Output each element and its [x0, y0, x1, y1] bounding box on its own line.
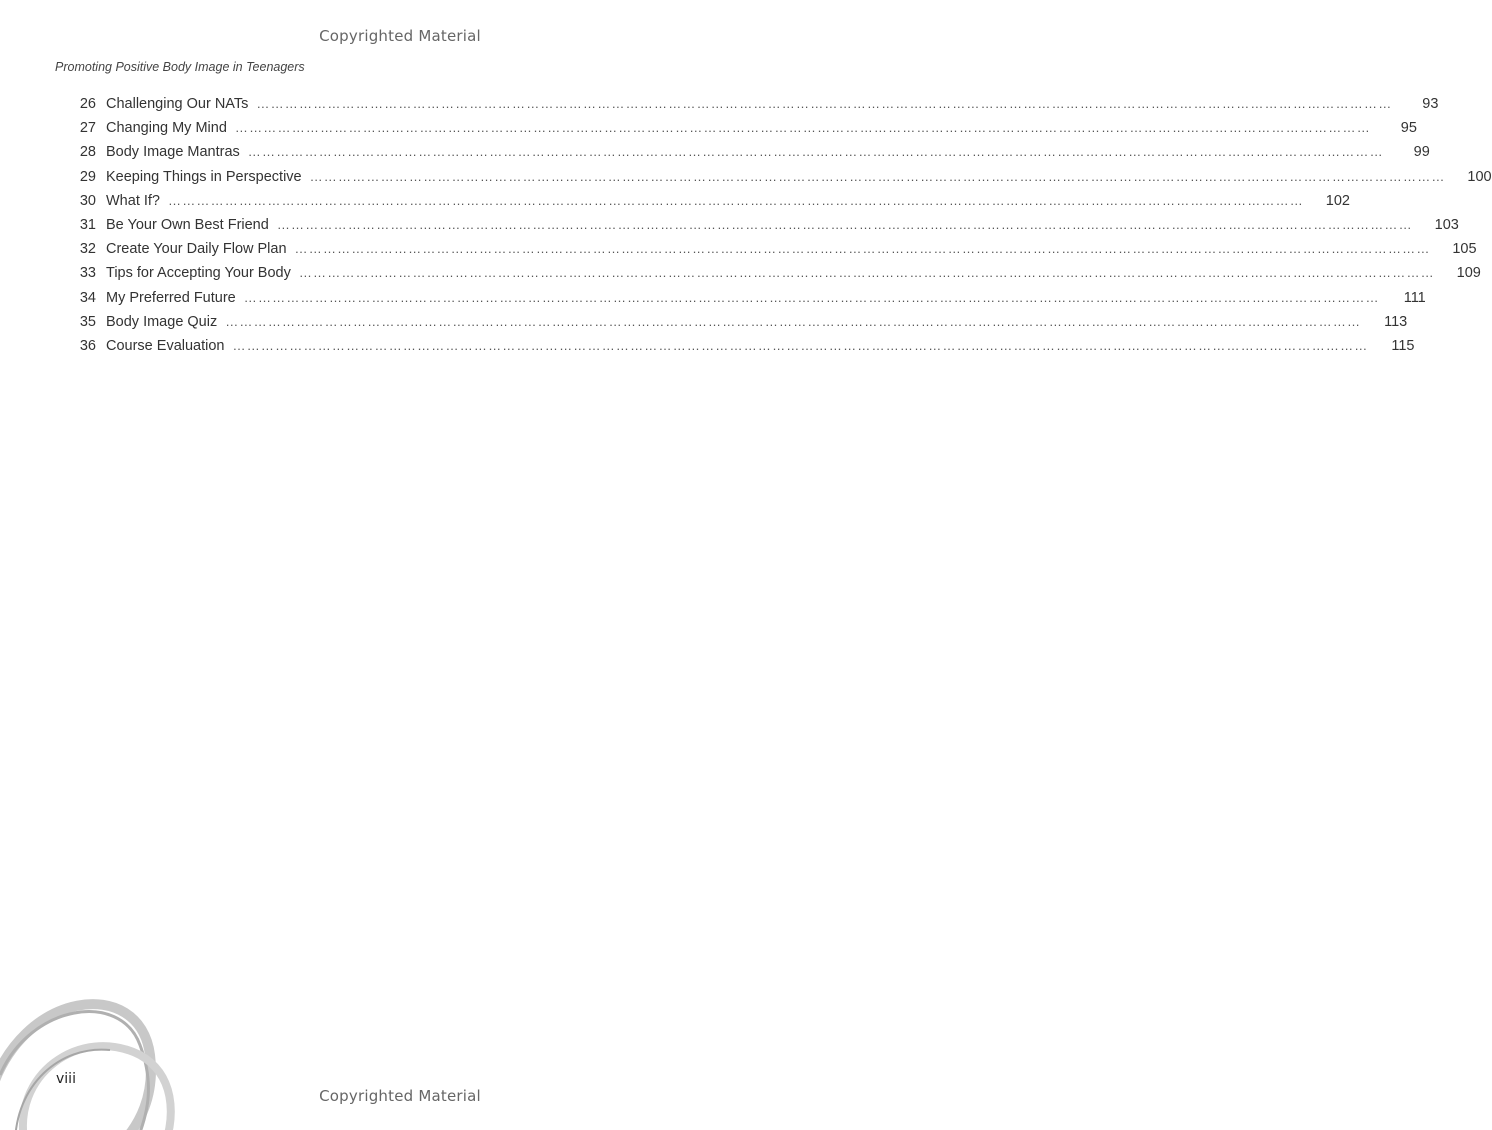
- toc-entry-page: 113: [1384, 313, 1408, 330]
- toc-entry-title: Course Evaluation: [106, 337, 225, 354]
- toc-entry: [70, 192, 1350, 217]
- decorative-swirl-graphic: [0, 985, 200, 1130]
- toc-dot-leader: ……………………………………………………………………………………………………………………………………………………………………………………………………………………: [247, 144, 1384, 160]
- toc-entry-page: 99: [1413, 144, 1430, 161]
- toc-entry-title: Body Image Mantras: [106, 144, 240, 161]
- toc-entry-number: 27: [79, 120, 96, 137]
- table-of-contents: [70, 96, 1492, 362]
- toc-entry-title: My Preferred Future: [106, 289, 236, 306]
- toc-entry-number: 31: [79, 216, 96, 233]
- toc-entry: [70, 289, 1426, 314]
- toc-entry-number: 28: [79, 144, 96, 161]
- toc-entry-title: Body Image Quiz: [106, 313, 218, 330]
- toc-entry-page: 100: [1467, 168, 1492, 185]
- toc-entry-number: 26: [79, 96, 96, 112]
- toc-entry-page: 111: [1403, 289, 1426, 306]
- toc-entry: [70, 265, 1481, 289]
- toc-entry-title: What If?: [106, 192, 160, 209]
- toc-entry-title: Be Your Own Best Friend: [106, 216, 269, 233]
- toc-entry: [70, 313, 1408, 338]
- toc-entry-number: 30: [79, 192, 96, 209]
- toc-entry-page: 95: [1400, 120, 1417, 137]
- toc-entry-number: 32: [79, 241, 96, 258]
- toc-dot-leader: ……………………………………………………………………………………………………………………………………………………………………………………………………………………: [168, 192, 1304, 208]
- toc-entry: [70, 96, 1439, 120]
- copyright-watermark-top: Copyrighted Material: [319, 27, 481, 45]
- toc-entry: [70, 120, 1417, 144]
- toc-entry: [70, 241, 1477, 265]
- copyright-watermark-bottom: Copyrighted Material: [319, 1087, 481, 1105]
- toc-entry: [70, 337, 1415, 362]
- toc-entry: [70, 168, 1492, 193]
- toc-entry-page: 115: [1391, 337, 1415, 354]
- toc-dot-leader: ……………………………………………………………………………………………………………………………………………………………………………………………………………………: [309, 168, 1446, 184]
- toc-dot-leader: ……………………………………………………………………………………………………………………………………………………………………………………………………………………: [276, 216, 1413, 232]
- toc-dot-leader: ……………………………………………………………………………………………………………………………………………………………………………………………………………………: [243, 289, 1380, 305]
- toc-entry-number: 35: [79, 313, 96, 330]
- toc-entry-number: 29: [79, 168, 96, 185]
- toc-dot-leader: ……………………………………………………………………………………………………………………………………………………………………………………………………………………: [256, 96, 1393, 111]
- toc-entry: [70, 144, 1430, 168]
- toc-entry-title: Keeping Things in Perspective: [106, 168, 302, 185]
- toc-entry-page: 93: [1422, 96, 1439, 112]
- toc-dot-leader: ……………………………………………………………………………………………………………………………………………………………………………………………………………………: [234, 120, 1371, 136]
- toc-entry-page: 109: [1456, 265, 1481, 282]
- toc-entry-number: 36: [79, 337, 96, 354]
- toc-entry-title: Changing My Mind: [106, 120, 227, 137]
- toc-entry-number: 33: [79, 265, 96, 282]
- toc-entry-number: 34: [79, 289, 96, 306]
- toc-dot-leader: ……………………………………………………………………………………………………………………………………………………………………………………………………………………: [232, 337, 1369, 353]
- toc-entry: [70, 216, 1459, 241]
- toc-entry-page: 103: [1434, 216, 1459, 233]
- toc-entry-title: Create Your Daily Flow Plan: [106, 241, 287, 258]
- toc-entry-title: Tips for Accepting Your Body: [106, 265, 291, 282]
- toc-dot-leader: ……………………………………………………………………………………………………………………………………………………………………………………………………………………: [294, 241, 1431, 257]
- running-head: Promoting Positive Body Image in Teenagers: [55, 60, 305, 74]
- page-number-folio: viii: [56, 1071, 76, 1087]
- toc-dot-leader: ……………………………………………………………………………………………………………………………………………………………………………………………………………………: [225, 313, 1362, 329]
- toc-entry-page: 102: [1325, 192, 1350, 209]
- toc-entry-page: 105: [1452, 241, 1477, 258]
- toc-entry-title: Challenging Our NATs: [106, 96, 249, 112]
- toc-dot-leader: ……………………………………………………………………………………………………………………………………………………………………………………………………………………: [298, 265, 1435, 281]
